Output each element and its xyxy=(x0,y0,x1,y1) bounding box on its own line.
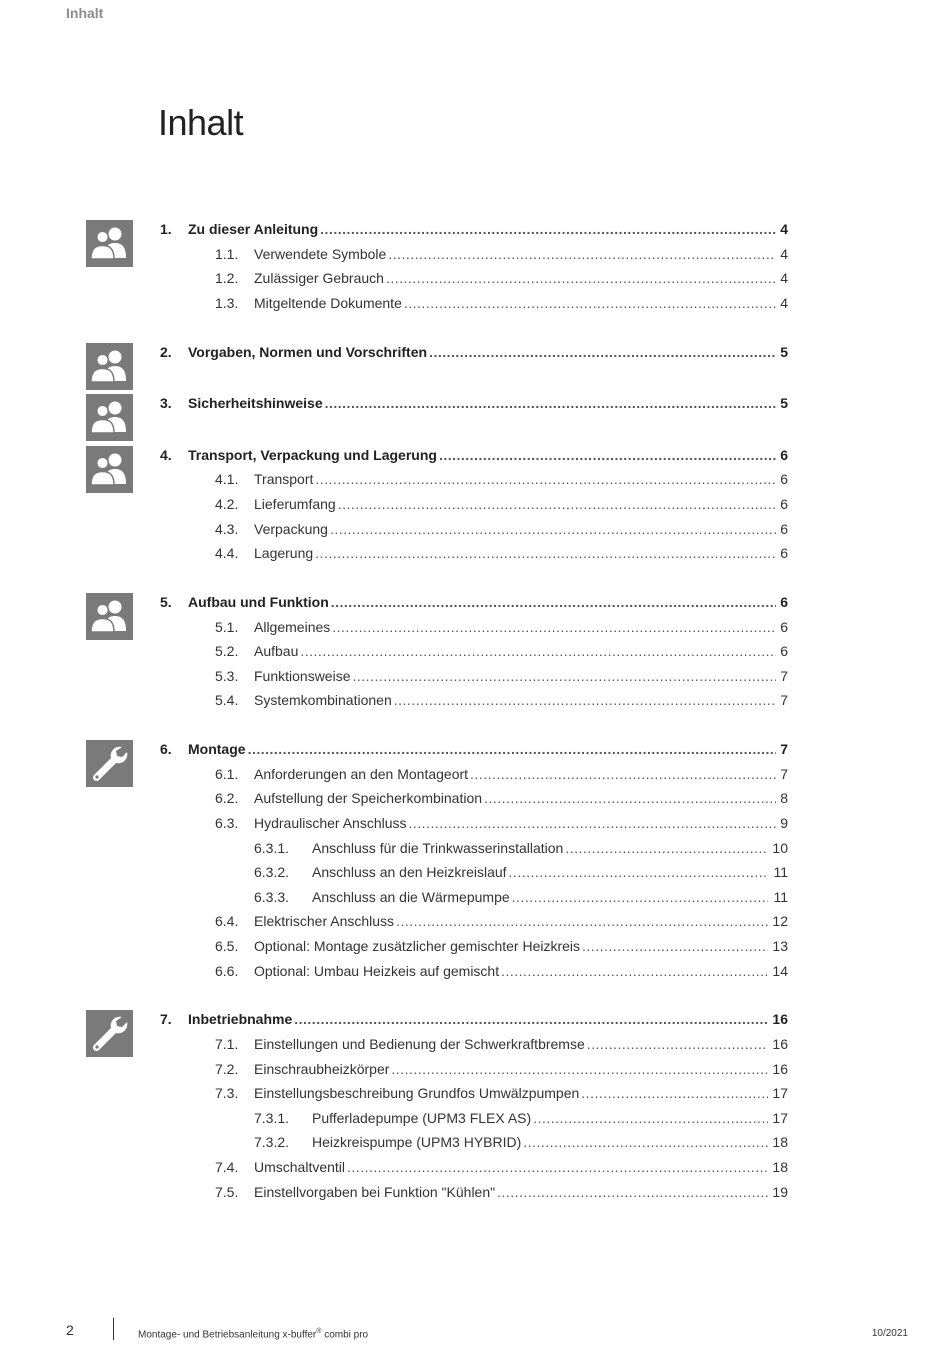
toc-label: Pufferladepumpe (UPM3 FLEX AS) xyxy=(312,1109,532,1126)
toc-number: 6.3. xyxy=(215,815,239,831)
toc-number: 5.3. xyxy=(215,667,239,684)
toc-label: Inbetriebnahme xyxy=(188,1011,293,1028)
toc-number: 5.1. xyxy=(215,618,239,635)
toc-leader-dots xyxy=(582,936,768,956)
toc-leader-dots xyxy=(565,838,768,858)
toc-entry[interactable] xyxy=(215,494,788,514)
toc-label: Aufbau und Funktion xyxy=(188,594,329,610)
toc-label: Einstellvorgaben bei Funktion "Kühlen" xyxy=(254,1183,496,1200)
toc-leader-dots xyxy=(439,445,776,465)
toc-page-number: 5 xyxy=(780,395,788,412)
document-date: 10/2021 xyxy=(871,1328,908,1339)
toc-number: 5. xyxy=(160,594,172,610)
toc-label: Verwendete Symbole xyxy=(254,245,387,262)
toc-leader-dots xyxy=(391,1059,768,1079)
toc-entry[interactable] xyxy=(215,268,788,288)
toc-entry[interactable] xyxy=(254,887,788,907)
toc-label: Einstellungen und Bedienung der Schwerkraftbremse xyxy=(254,1036,585,1052)
toc-page-number: 12 xyxy=(772,913,788,930)
toc-number: 2. xyxy=(160,343,172,360)
toc-page-number: 14 xyxy=(772,962,788,979)
toc-page-number: 13 xyxy=(772,938,788,954)
toc-leader-dots xyxy=(512,887,768,907)
toc-leader-dots xyxy=(315,469,776,489)
toc-leader-dots xyxy=(533,1108,768,1128)
toc-entry[interactable] xyxy=(215,617,788,637)
toc-number: 1.2. xyxy=(215,270,239,287)
toc-leader-dots xyxy=(470,764,776,784)
toc-heading[interactable] xyxy=(160,739,788,759)
toc-entry[interactable] xyxy=(215,764,788,784)
toc-entry[interactable] xyxy=(215,543,788,563)
toc-page-number: 18 xyxy=(772,1134,788,1151)
toc-label: Optional: Umbau Heizkeis auf gemischt xyxy=(254,962,500,979)
toc-entry[interactable] xyxy=(215,961,788,981)
toc-leader-dots xyxy=(497,1182,768,1202)
toc-number: 4.2. xyxy=(215,496,239,512)
toc-label: Transport, Verpackung und Lagerung xyxy=(188,446,437,463)
toc-label: Anschluss an den Heizkreislauf xyxy=(312,864,507,881)
toc-page-number: 19 xyxy=(772,1183,788,1200)
toc-label: Vorgaben, Normen und Vorschriften xyxy=(188,343,428,360)
toc-page-number: 5 xyxy=(780,343,788,360)
toc-heading[interactable] xyxy=(160,393,788,413)
toc-label: Funktionsweise xyxy=(254,667,351,684)
toc-label: Elektrischer Anschluss xyxy=(254,913,395,930)
toc-leader-dots xyxy=(294,1009,768,1029)
toc-leader-dots xyxy=(330,519,776,539)
toc-page-number: 4 xyxy=(780,294,788,311)
toc-entry[interactable] xyxy=(215,519,788,539)
toc-number: 7.3. xyxy=(215,1085,239,1102)
toc-label: Lieferumfang xyxy=(254,496,336,512)
toc-heading[interactable] xyxy=(160,342,788,362)
toc-entry[interactable] xyxy=(254,838,788,858)
document-title-suffix: combi pro xyxy=(321,1329,369,1341)
toc-number: 7.5. xyxy=(215,1183,239,1200)
toc-number: 6. xyxy=(160,741,172,758)
toc-number: 4.1. xyxy=(215,471,239,488)
toc-label: Anschluss an die Wärmepumpe xyxy=(312,888,510,905)
toc-entry[interactable] xyxy=(215,788,788,808)
toc-leader-dots xyxy=(581,1083,768,1103)
toc-leader-dots xyxy=(509,862,768,882)
toc-heading[interactable] xyxy=(160,219,788,239)
toc-label: Mitgeltende Dokumente xyxy=(254,294,402,311)
page-title: Inhalt xyxy=(158,102,244,143)
toc-leader-dots xyxy=(300,641,776,661)
toc-page-number: 4 xyxy=(780,245,788,262)
toc-number: 7.3.2. xyxy=(254,1134,290,1151)
page-number: 2 xyxy=(66,1322,74,1338)
toc-leader-dots xyxy=(396,911,768,931)
toc-label: Hydraulischer Anschluss xyxy=(254,815,407,831)
toc-page-number: 4 xyxy=(780,221,788,237)
document-title xyxy=(138,1328,368,1340)
toc-leader-dots xyxy=(248,739,776,759)
toc-entry[interactable] xyxy=(215,813,788,833)
toc-label: Einstellungsbeschreibung Grundfos Umwälzpumpen xyxy=(254,1085,580,1102)
toc-number: 7. xyxy=(160,1011,172,1028)
wrench-icon xyxy=(86,1010,133,1057)
toc-page-number: 6 xyxy=(780,545,788,562)
toc-page-number: 7 xyxy=(780,667,788,684)
toc-page-number: 16 xyxy=(772,1036,788,1052)
toc-number: 6.2. xyxy=(215,790,239,807)
toc-label: Verpackung xyxy=(254,520,328,537)
toc-entry[interactable] xyxy=(215,641,788,661)
toc-entry[interactable] xyxy=(254,862,788,882)
toc-number: 4.3. xyxy=(215,520,239,537)
toc-leader-dots xyxy=(325,393,776,413)
toc-label: Allgemeines xyxy=(254,618,331,635)
toc-leader-dots xyxy=(484,788,776,808)
toc-leader-dots xyxy=(388,244,776,264)
toc-leader-dots xyxy=(394,690,776,710)
toc-number: 7.2. xyxy=(215,1060,239,1077)
toc-page-number: 16 xyxy=(772,1011,788,1028)
toc-number: 6.6. xyxy=(215,962,239,979)
people-icon xyxy=(86,394,133,441)
toc-entry[interactable] xyxy=(215,1157,788,1177)
toc-heading[interactable] xyxy=(160,592,788,612)
toc-page-number: 11 xyxy=(773,864,788,881)
toc-entry[interactable] xyxy=(254,1132,788,1152)
document-title-main: Montage- und Betriebsanleitung x-buffer xyxy=(138,1329,317,1341)
toc-page-number: 6 xyxy=(780,446,788,463)
toc-entry[interactable] xyxy=(215,1182,788,1202)
toc-number: 5.4. xyxy=(215,692,239,709)
toc-leader-dots xyxy=(332,617,776,637)
running-header: Inhalt xyxy=(66,5,104,21)
registered-mark: ® xyxy=(316,1328,322,1335)
toc-leader-dots xyxy=(331,592,776,612)
toc-label: Transport xyxy=(254,471,314,488)
toc-number: 1.3. xyxy=(215,294,239,311)
toc-number: 3. xyxy=(160,395,172,412)
toc-label: Anforderungen an den Montageort xyxy=(254,765,469,782)
toc-page-number: 11 xyxy=(773,888,788,905)
toc-number: 6.1. xyxy=(215,765,239,782)
toc-entry[interactable] xyxy=(215,936,788,956)
toc-leader-dots xyxy=(501,961,768,981)
toc-entry[interactable] xyxy=(215,1083,788,1103)
people-icon xyxy=(86,593,133,640)
toc-leader-dots xyxy=(315,543,776,563)
toc-entry[interactable] xyxy=(215,911,788,931)
toc-page-number: 4 xyxy=(780,270,788,287)
toc-label: Heizkreispumpe (UPM3 HYBRID) xyxy=(312,1134,522,1151)
toc-leader-dots xyxy=(404,293,776,313)
toc-entry[interactable] xyxy=(215,469,788,489)
toc-number: 7.1. xyxy=(215,1036,239,1052)
toc-label: Montage xyxy=(188,741,246,758)
toc-page-number: 7 xyxy=(780,741,788,758)
toc-leader-dots xyxy=(429,342,776,362)
toc-page-number: 18 xyxy=(772,1159,788,1175)
toc-number: 6.5. xyxy=(215,938,239,954)
toc-number: 5.2. xyxy=(215,643,239,660)
toc-leader-dots xyxy=(386,268,776,288)
toc-number: 4.4. xyxy=(215,545,239,562)
toc-number: 6.4. xyxy=(215,913,239,930)
toc-page-number: 7 xyxy=(780,765,788,782)
toc-number: 7.3.1. xyxy=(254,1109,290,1126)
toc-page-number: 6 xyxy=(780,618,788,635)
toc-heading[interactable] xyxy=(160,445,788,465)
toc-number: 1.1. xyxy=(215,245,239,262)
toc-heading[interactable] xyxy=(160,1009,788,1029)
toc-page-number: 8 xyxy=(780,790,788,807)
toc-page-number: 10 xyxy=(772,839,788,856)
toc-page-number: 17 xyxy=(772,1109,788,1126)
toc-number: 7.4. xyxy=(215,1159,239,1175)
toc-page-number: 7 xyxy=(780,692,788,709)
toc-page-number: 17 xyxy=(772,1085,788,1102)
toc-page-number: 6 xyxy=(780,471,788,488)
toc-entry[interactable] xyxy=(215,1059,788,1079)
toc-page-number: 6 xyxy=(780,594,788,610)
wrench-icon xyxy=(86,740,133,787)
toc-leader-dots xyxy=(523,1132,768,1152)
toc-leader-dots xyxy=(338,494,776,514)
toc-label: Zu dieser Anleitung xyxy=(188,221,319,237)
toc-label: Aufstellung der Speicherkombination xyxy=(254,790,483,807)
toc-leader-dots xyxy=(587,1034,769,1054)
toc-leader-dots xyxy=(353,666,777,686)
toc-label: Zulässiger Gebrauch xyxy=(254,270,384,287)
toc-label: Anschluss für die Trinkwasserinstallation xyxy=(312,839,564,856)
toc-entry[interactable] xyxy=(215,690,788,710)
toc-entry[interactable] xyxy=(215,1034,788,1054)
toc-label: Systemkombinationen xyxy=(254,692,392,709)
toc-label: Aufbau xyxy=(254,643,299,660)
toc-entry[interactable] xyxy=(254,1108,788,1128)
toc-number: 6.3.3. xyxy=(254,888,290,905)
toc-label: Lagerung xyxy=(254,545,314,562)
people-icon xyxy=(86,220,133,267)
toc-leader-dots xyxy=(320,219,776,239)
toc-leader-dots xyxy=(409,813,776,833)
toc-entry[interactable] xyxy=(215,244,788,264)
toc-page-number: 9 xyxy=(780,815,788,831)
people-icon xyxy=(86,343,133,390)
toc-number: 1. xyxy=(160,221,172,237)
toc-label: Umschaltventil xyxy=(254,1159,346,1175)
toc-label: Sicherheitshinweise xyxy=(188,395,323,412)
toc-number: 4. xyxy=(160,446,172,463)
toc-entry[interactable] xyxy=(215,666,788,686)
toc-label: Optional: Montage zusätzlicher gemischter Heizkreis xyxy=(254,938,581,954)
toc-leader-dots xyxy=(347,1157,768,1177)
people-icon xyxy=(86,446,133,493)
toc-page-number: 6 xyxy=(780,520,788,537)
toc-page-number: 6 xyxy=(780,643,788,660)
toc-entry[interactable] xyxy=(215,293,788,313)
toc-page-number: 16 xyxy=(772,1060,788,1077)
footer-divider xyxy=(113,1318,114,1340)
toc-page-number: 6 xyxy=(780,496,788,512)
toc-label: Einschraubheizkörper xyxy=(254,1060,390,1077)
toc-number: 6.3.1. xyxy=(254,839,290,856)
toc-number: 6.3.2. xyxy=(254,864,290,881)
